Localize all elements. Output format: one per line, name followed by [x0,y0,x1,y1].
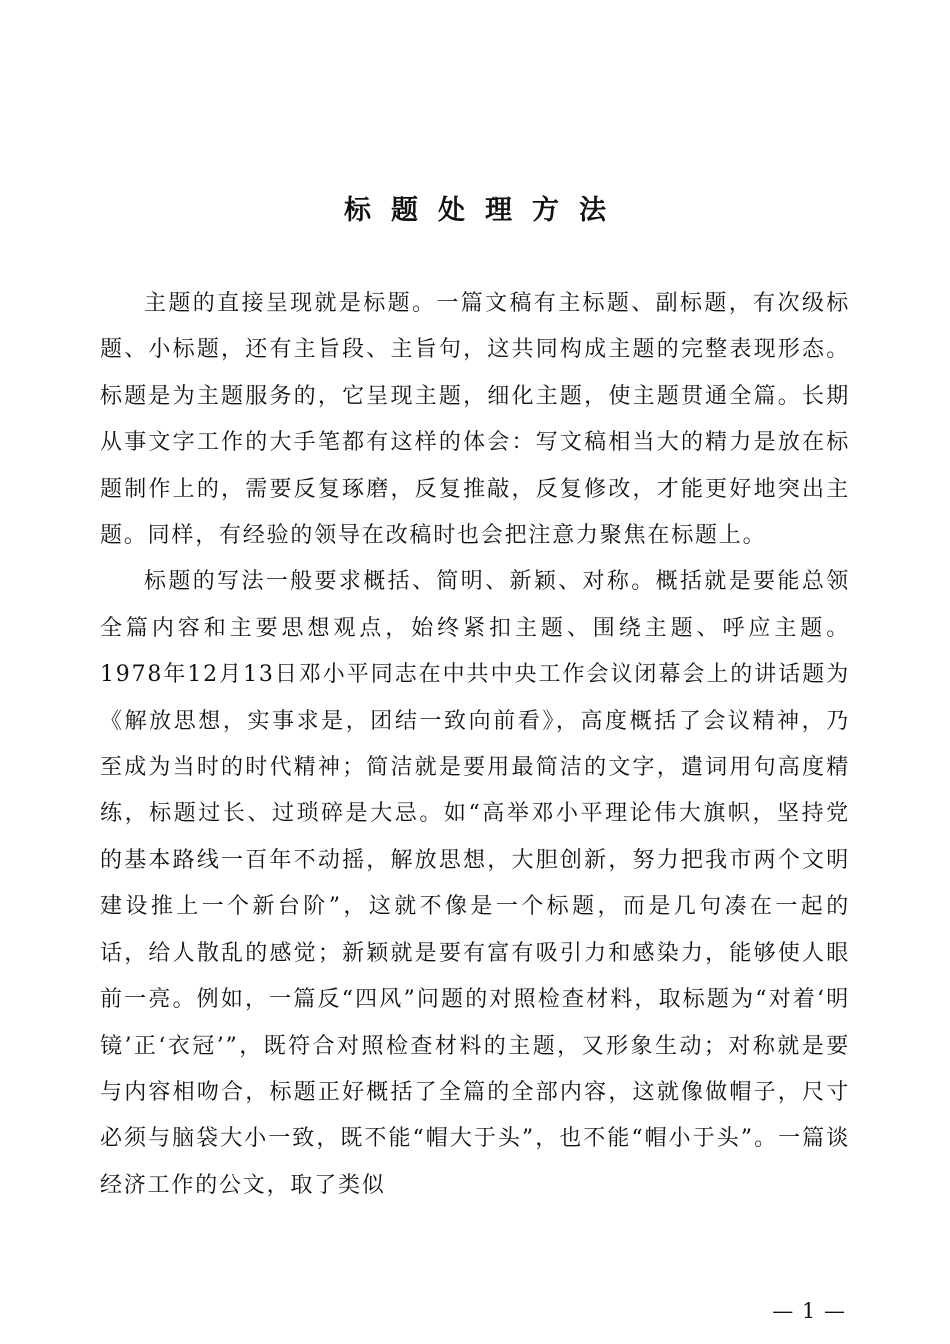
document-body [100,281,850,1209]
document-title: 标题处理方法 [344,195,626,226]
paragraph-1: 主题的直接呈现就是标题。一篇文稿有主标题、副标题，有次级标题、小标题，还有主旨段、主旨句，这共同构成主题的完整表现形态。标题是为主题服务的，它呈现主题，细化主题，使主题贯通全篇。长期从事文字工作的大手笔都有这样的体会：写文稿相当大的精力是放在标题制作上的，需要反复琢磨，反复推敲，反复修改，才能更好地突出主题。同样，有经验的领导在改稿时也会把注意力聚焦在标题上。 [100,291,850,549]
page-number: — 1 — [772,1299,846,1323]
paragraph-2: 标题的写法一般要求概括、简明、新颖、对称。概括就是要能总领全篇内容和主要思想观点，始终紧扣主题、围绕主题、呼应主题。1978年12月13日邓小平同志在中共中央工作会议闭幕会上的讲话题为《解放思想，实事求是，团结一致向前看》，高度概括了会议精神，乃至成为当时的时代精神；简洁就是要用最简洁的文字，遣词用句高度精练，标题过长、过琐碎是大忌。如“高举邓小平理论伟大旗帜，坚持党的基本路线一百年不动摇，解放思想，大胆创新，努力把我市两个文明建设推上一个新台阶”，这就不像是一个标题，而是几句凑在一起的话，给人散乱的感觉；新颖就是要有富有吸引力和感染力，能够使人眼前一亮。例如，一篇反“四风”问题的对照检查材料，取标题为“对着‘明镜’正‘衣冠’”，既符合对照检查材料的主题，又形象生动；对称就是要与内容相吻合，标题正好概括了全篇的全部内容，这就像做帽子，尺寸必须与脑袋大小一致，既不能“帽大于头”，也不能“帽小于头”。一篇谈经济工作的公文，取了类似 [100,569,850,1198]
